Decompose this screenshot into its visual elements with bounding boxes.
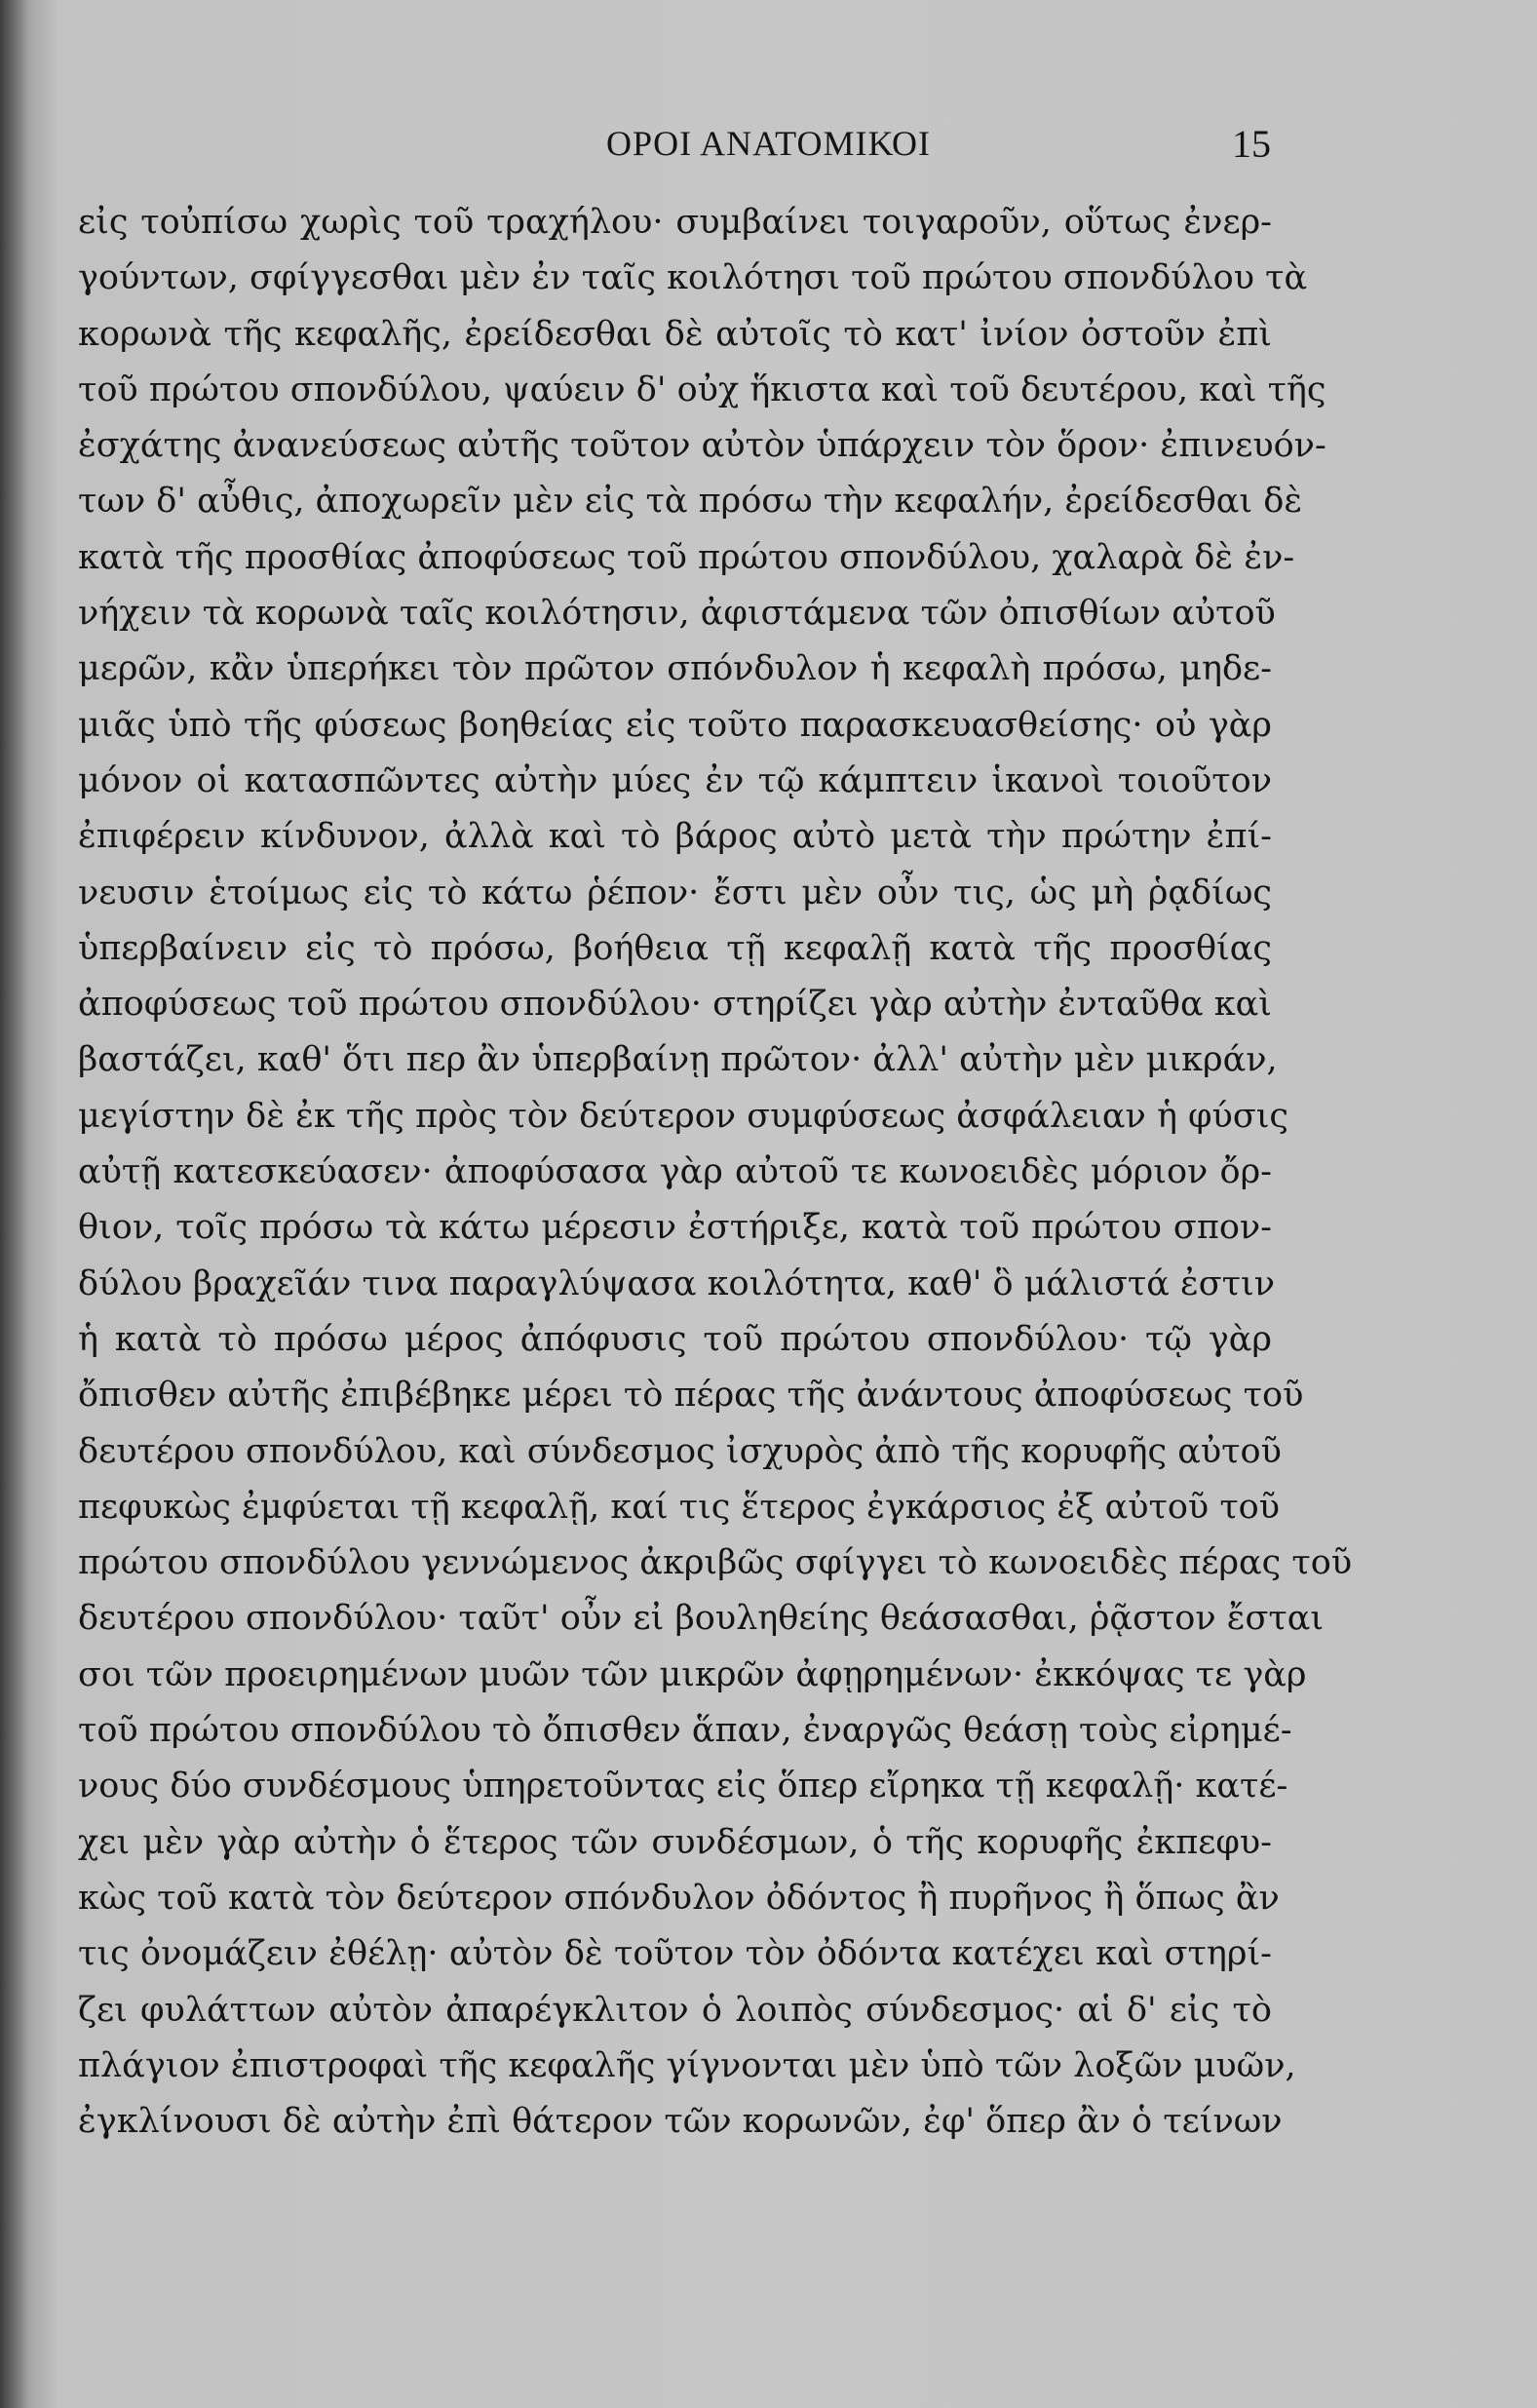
text-line: ὄπισθεν αὐτῆς ἐπιβέβηκε μέρει τὸ πέρας τῆς ἀνάντους ἀποφύσεως τοῦ [78, 1376, 1304, 1416]
text-line: μεγίστην δὲ ἐκ τῆς πρὸς τὸν δεύτερον συμφύσεως ἀσφάλειαν ἡ φύσις [78, 1096, 1289, 1136]
text-line: πρώτου σπονδύλου γεννώμενος ἀκριβῶς σφίγγει τὸ κωνοειδὲς πέρας τοῦ [78, 1543, 1353, 1583]
text-line: νευσιν ἑτοίμως εἰς τὸ κάτω ῥέπον· ἔστι μὲν οὖν τις, ὡς μὴ ῥᾳδίως [78, 873, 1272, 913]
running-head: ΟΡΟΙ ΑΝΑΤΟΜΙΚΟΙ [606, 124, 931, 163]
page-number: 15 [1232, 122, 1271, 166]
text-line: σοι τῶν προειρημένων μυῶν τῶν μικρῶν ἀφῃρημένων· ἐκκόψας τε γὰρ [78, 1654, 1307, 1694]
text-line: δευτέρου σπονδύλου, καὶ σύνδεσμος ἰσχυρὸς ἀπὸ τῆς κορυφῆς αὐτοῦ [78, 1431, 1282, 1471]
text-line: γούντων, σφίγγεσθαι μὲν ἐν ταῖς κοιλότησι τοῦ πρώτου σπονδύλου τὰ [78, 258, 1308, 298]
text-line: μόνον οἱ κατασπῶντες αὐτὴν μύες ἐν τῷ κάμπτειν ἱκανοὶ τοιοῦτον [78, 760, 1272, 800]
text-line: ἐγκλίνουσι δὲ αὐτὴν ἐπὶ θάτερον τῶν κορωνῶν, ἐφ' ὅπερ ἂν ὁ τείνων [78, 2102, 1283, 2142]
text-line: ζει φυλάττων αὐτὸν ἀπαρέγκλιτον ὁ λοιπὸς σύνδεσμος· αἱ δ' εἰς τὸ [78, 1990, 1272, 2030]
text-line: εἰς τοὐπίσω χωρὶς τοῦ τραχήλου· συμβαίνει τοιγαροῦν, οὕτως ἐνερ- [78, 203, 1272, 242]
text-line: ἀποφύσεως τοῦ πρώτου σπονδύλου· στηρίζει γὰρ αὐτὴν ἐνταῦθα καὶ [78, 985, 1272, 1025]
text-line: ὑπερβαίνειν εἰς τὸ πρόσω, βοήθεια τῇ κεφαλῇ κατὰ τῆς προσθίας [78, 928, 1272, 968]
text-line: ἡ κατὰ τὸ πρόσω μέρος ἀπόφυσις τοῦ πρώτου σπονδύλου· τῷ γὰρ [78, 1319, 1272, 1359]
body-text [78, 195, 1353, 2150]
text-line: ἐσχάτης ἀνανεύσεως αὐτῆς τοῦτον αὐτὸν ὑπάρχειν τὸν ὅρον· ἐπινευόν- [78, 426, 1326, 466]
text-line: τοῦ πρώτου σπονδύλου τὸ ὄπισθεν ἅπαν, ἐναργῶς θεάσῃ τοὺς εἰρημέ- [78, 1711, 1292, 1751]
text-line: κορωνὰ τῆς κεφαλῆς, ἐρείδεσθαι δὲ αὐτοῖς τὸ κατ' ἰνίον ὀστοῦν ἐπὶ [78, 314, 1272, 354]
text-line: αὐτῇ κατεσκεύασεν· ἀποφύσασα γὰρ αὐτοῦ τε κωνοειδὲς μόριον ὄρ- [78, 1152, 1272, 1192]
text-line: κατὰ τῆς προσθίας ἀποφύσεως τοῦ πρώτου σπονδύλου, χαλαρὰ δὲ ἐν- [78, 537, 1295, 577]
text-line: πεφυκὼς ἐμφύεται τῇ κεφαλῇ, καί τις ἕτερος ἐγκάρσιος ἐξ αὐτοῦ τοῦ [78, 1487, 1281, 1527]
text-line: των δ' αὖθις, ἀποχωρεῖν μὲν εἰς τὰ πρόσω τὴν κεφαλήν, ἐρείδεσθαι δὲ [78, 482, 1303, 522]
text-line: θιον, τοῖς πρόσω τὰ κάτω μέρεσιν ἐστήριξε, κατὰ τοῦ πρώτου σπον- [78, 1208, 1272, 1248]
text-line: δευτέρου σπονδύλου· ταῦτ' οὖν εἰ βουληθείης θεάσασθαι, ῥᾷστον ἔσται [78, 1599, 1325, 1639]
text-line: νήχειν τὰ κορωνὰ ταῖς κοιλότησιν, ἀφιστάμενα τῶν ὀπισθίων αὐτοῦ [78, 594, 1276, 634]
text-line: τις ὀνομάζειν ἐθέλῃ· αὐτὸν δὲ τοῦτον τὸν ὀδόντα κατέχει καὶ στηρί- [78, 1934, 1272, 1974]
text-line: κὼς τοῦ κατὰ τὸν δεύτερον σπόνδυλον ὀδόντος ἢ πυρῆνος ἢ ὅπως ἂν [78, 1878, 1280, 1918]
text-line: μερῶν, κἂν ὑπερήκει τὸν πρῶτον σπόνδυλον ἡ κεφαλὴ πρόσω, μηδε- [78, 649, 1272, 689]
text-line: βαστάζει, καθ' ὅτι περ ἂν ὑπερβαίνῃ πρῶτον· ἀλλ' αὐτὴν μὲν μικράν, [78, 1040, 1278, 1080]
text-line: μιᾶς ὑπὸ τῆς φύσεως βοηθείας εἰς τοῦτο παρασκευασθείσης· οὐ γὰρ [78, 705, 1272, 745]
text-line: νους δύο συνδέσμους ὑπηρετοῦντας εἰς ὅπερ εἴρηκα τῇ κεφαλῇ· κατέ- [78, 1767, 1288, 1806]
page-header [0, 123, 1537, 172]
text-line: πλάγιον ἐπιστροφαὶ τῆς κεφαλῆς γίγνονται μὲν ὑπὸ τῶν λοξῶν μυῶν, [78, 2045, 1296, 2085]
text-line: δύλου βραχεῖάν τινα παραγλύψασα κοιλότητα, καθ' ὃ μάλιστά ἐστιν [78, 1263, 1276, 1303]
text-line: τοῦ πρώτου σπονδύλου, ψαύειν δ' οὐχ ἥκιστα καὶ τοῦ δευτέρου, καὶ τῆς [78, 369, 1326, 409]
text-line: χει μὲν γὰρ αὐτὴν ὁ ἕτερος τῶν συνδέσμων, ὁ τῆς κορυφῆς ἐκπεφυ- [78, 1822, 1272, 1862]
text-line: ἐπιφέρειν κίνδυνον, ἀλλὰ καὶ τὸ βάρος αὐτὸ μετὰ τὴν πρώτην ἐπί- [78, 817, 1272, 857]
